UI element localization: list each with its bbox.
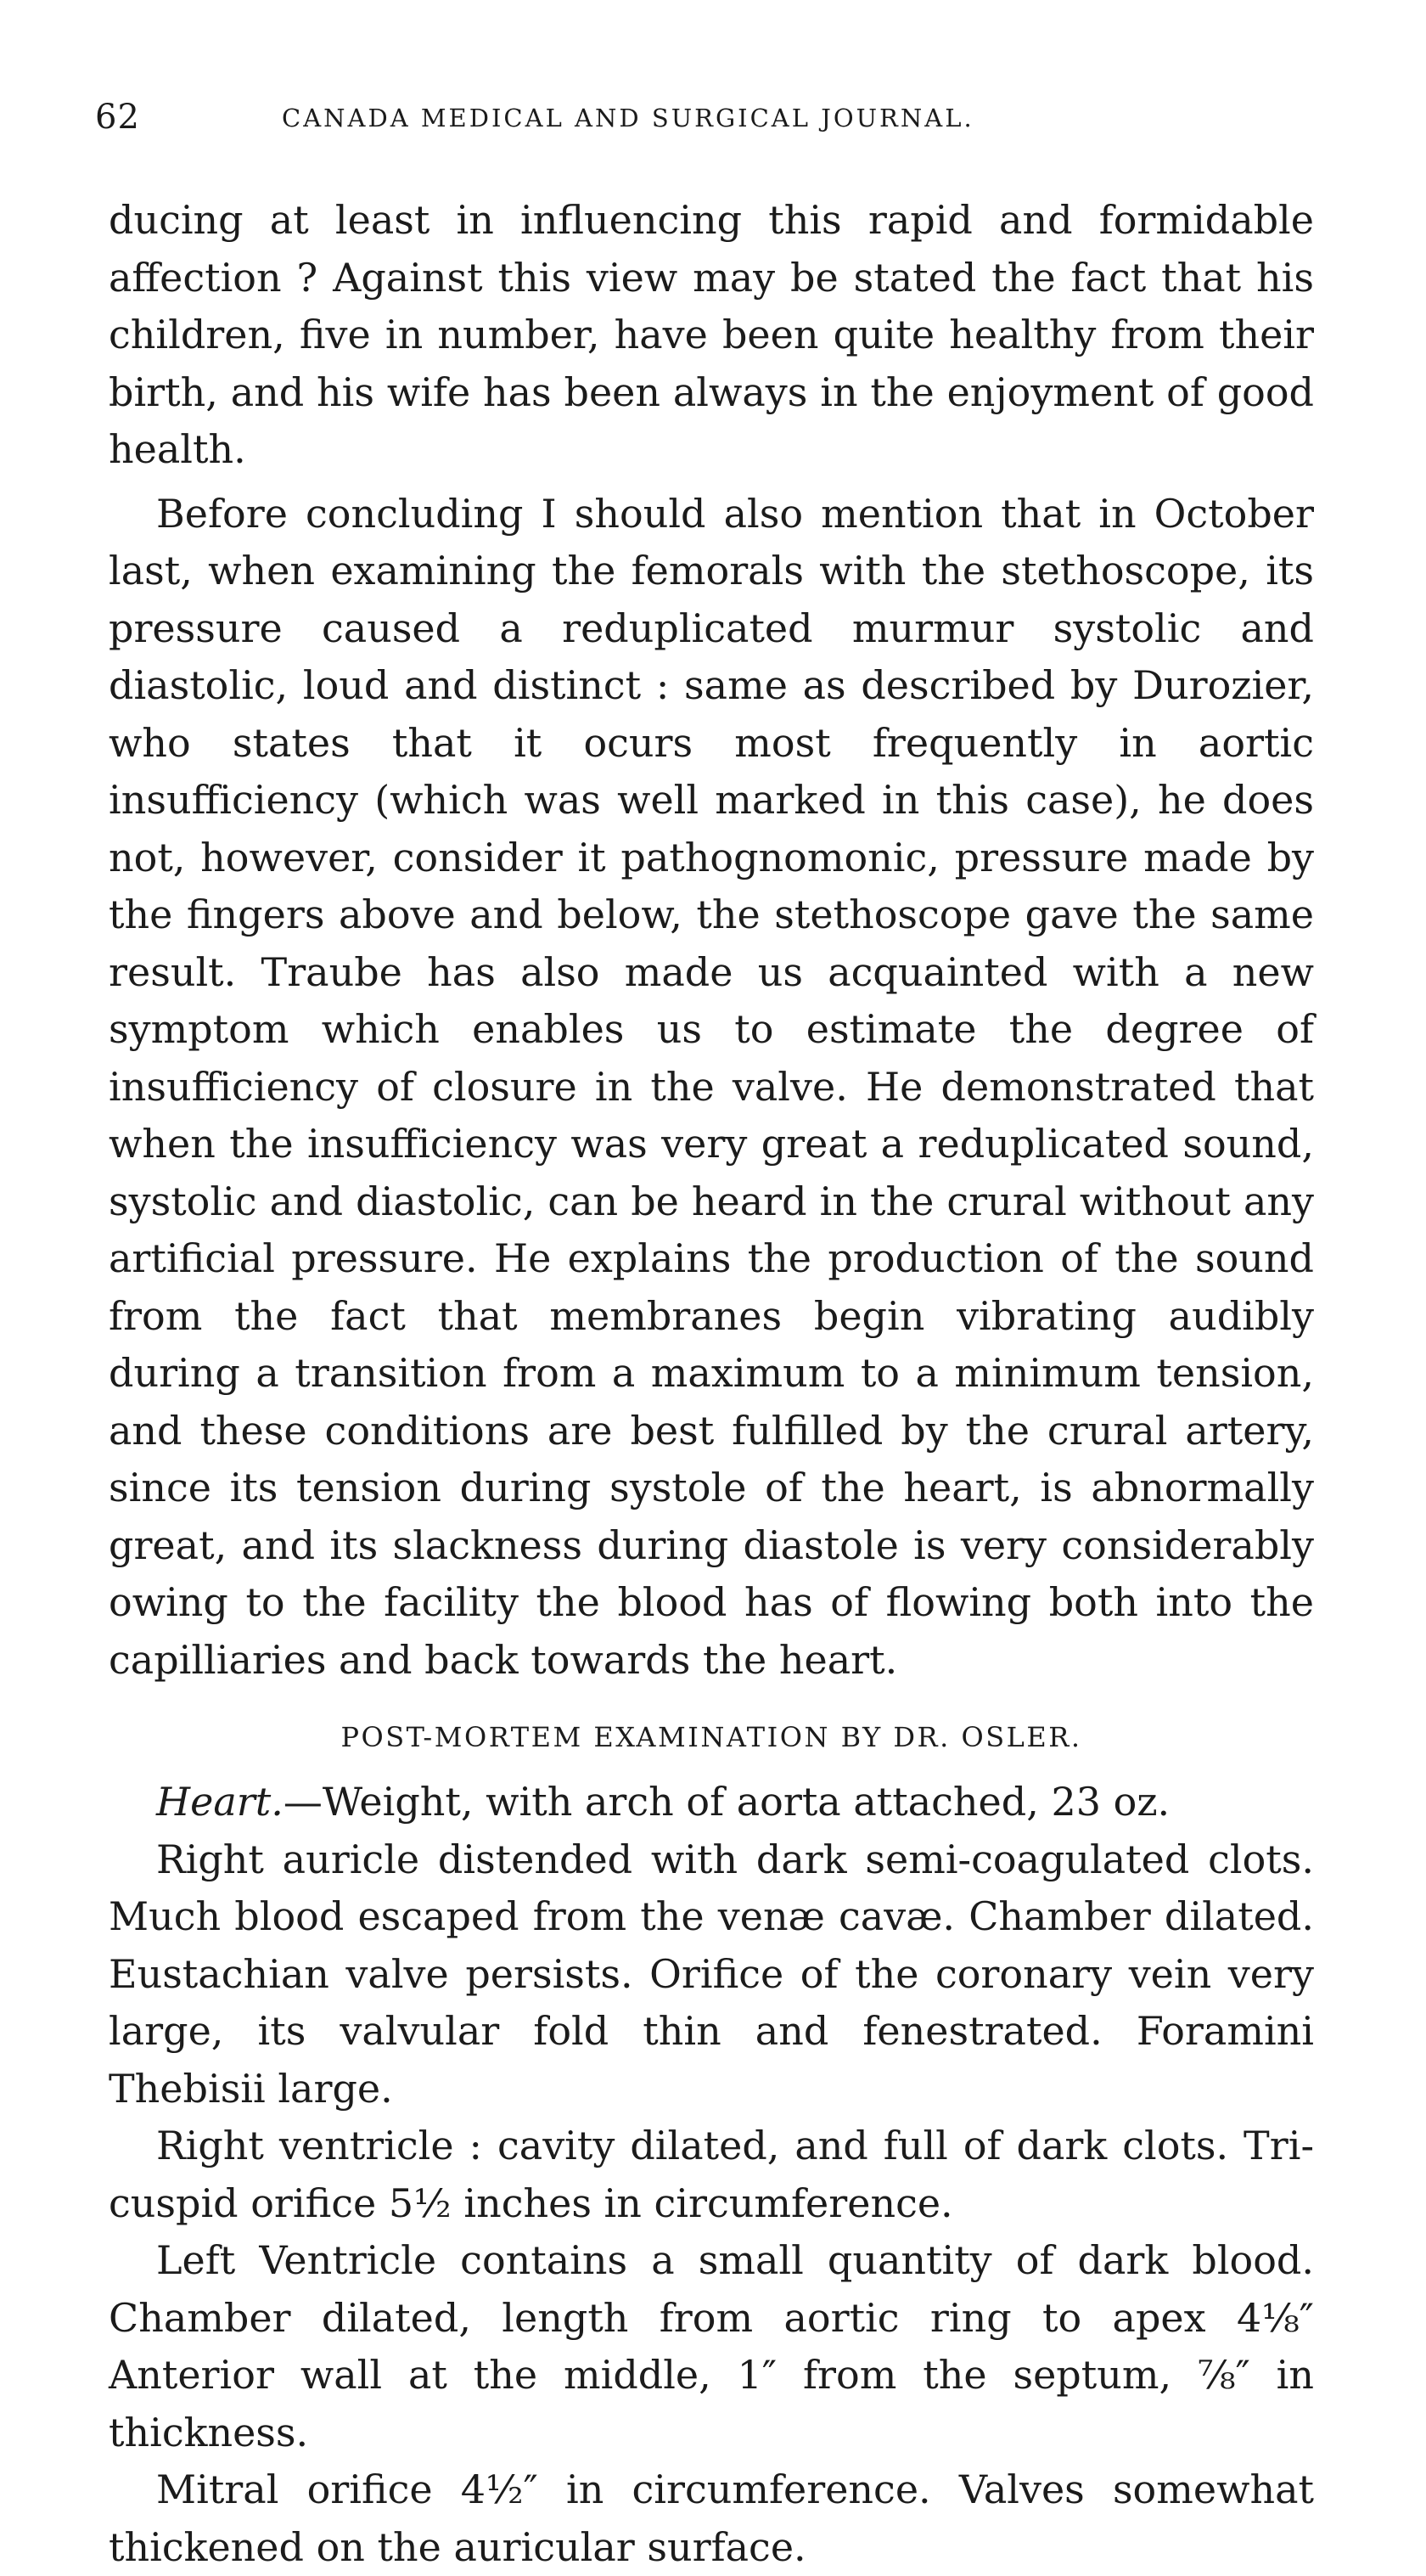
- paragraph-continuation: ducing at least in influencing this rapid and formidable affection ? Against this view may be stated the fact that his children, five in number, have been quite healthy from their birth, and his wife has been always in the enjoyment of good health.: [109, 197, 1314, 472]
- paragraph-left-ventricle: Left Ventricle contains a small quantity of dark blood. Chamber dilated, length from aortic ring to apex 4⅛″ Anterior wall at the middle, 1″ from the septum, ⅞″ in thickness.: [109, 2237, 1314, 2455]
- page-number: 62: [95, 98, 140, 137]
- paragraph-mitral-orifice: Mitral orifice 4½″ in circumference. Valves somewhat thickened on the auricular surface.: [109, 2466, 1314, 2570]
- heart-text: —Weight, with arch of aorta attached, 23 oz.: [283, 1779, 1171, 1825]
- heart-label: Heart.: [156, 1779, 284, 1825]
- paragraph-heart: [109, 1774, 1314, 1831]
- running-head: [95, 92, 1317, 143]
- paragraph-right-ventricle: Right ventricle : cavity dilated, and full of dark clots. Tricuspid orifice 5½ inches in circumference.: [109, 2123, 1314, 2226]
- paragraph-right-auricle: Right auricle distended with dark semi-coagulated clots. Much blood escaped from the venæ cavæ. Chamber dilated. Eustachian valve persists. Orifice of the coronary vein very large, its valvular fold thin and fenestrated. Foramini Thebisii large.: [109, 1836, 1314, 2112]
- paragraph-stethoscope-observation: Before concluding I should also mention that in October last, when examining the femorals with the stethoscope, its pressure caused a reduplicated murmur systolic and diastolic, loud and distinct : same as described by Durozier, who states that it ocurs most frequently in aortic insufficiency (which was well marked in this case), he does not, however, consider it pathognomonic, pressure made by the fingers above and below, the stethoscope gave the same result. Traube has also made us acquainted with a new symptom which enables us to estimate the degree of insufficiency of closure in the valve. He demonstrated that when the insufficiency was very great a reduplicated sound, systolic and diastolic, can be heard in the crural without any artificial pressure. He explains the production of the sound from the fact that membranes begin vibrating audibly during a transition from a maximum to a minimum tension, and these conditions are best fulfilled by the crural artery, since its tension during systole of the heart, is abnormally great, and its slackness during diastole is very considerably owing to the facility the blood has of flowing both into the capilliaries and back towards the heart.: [109, 490, 1314, 1683]
- section-heading-post-mortem: POST-MORTEM EXAMINATION BY DR. OSLER.: [340, 1721, 1082, 1753]
- journal-title: CANADA MEDICAL AND SURGICAL JOURNAL.: [282, 104, 974, 132]
- article-body: [109, 192, 1314, 2576]
